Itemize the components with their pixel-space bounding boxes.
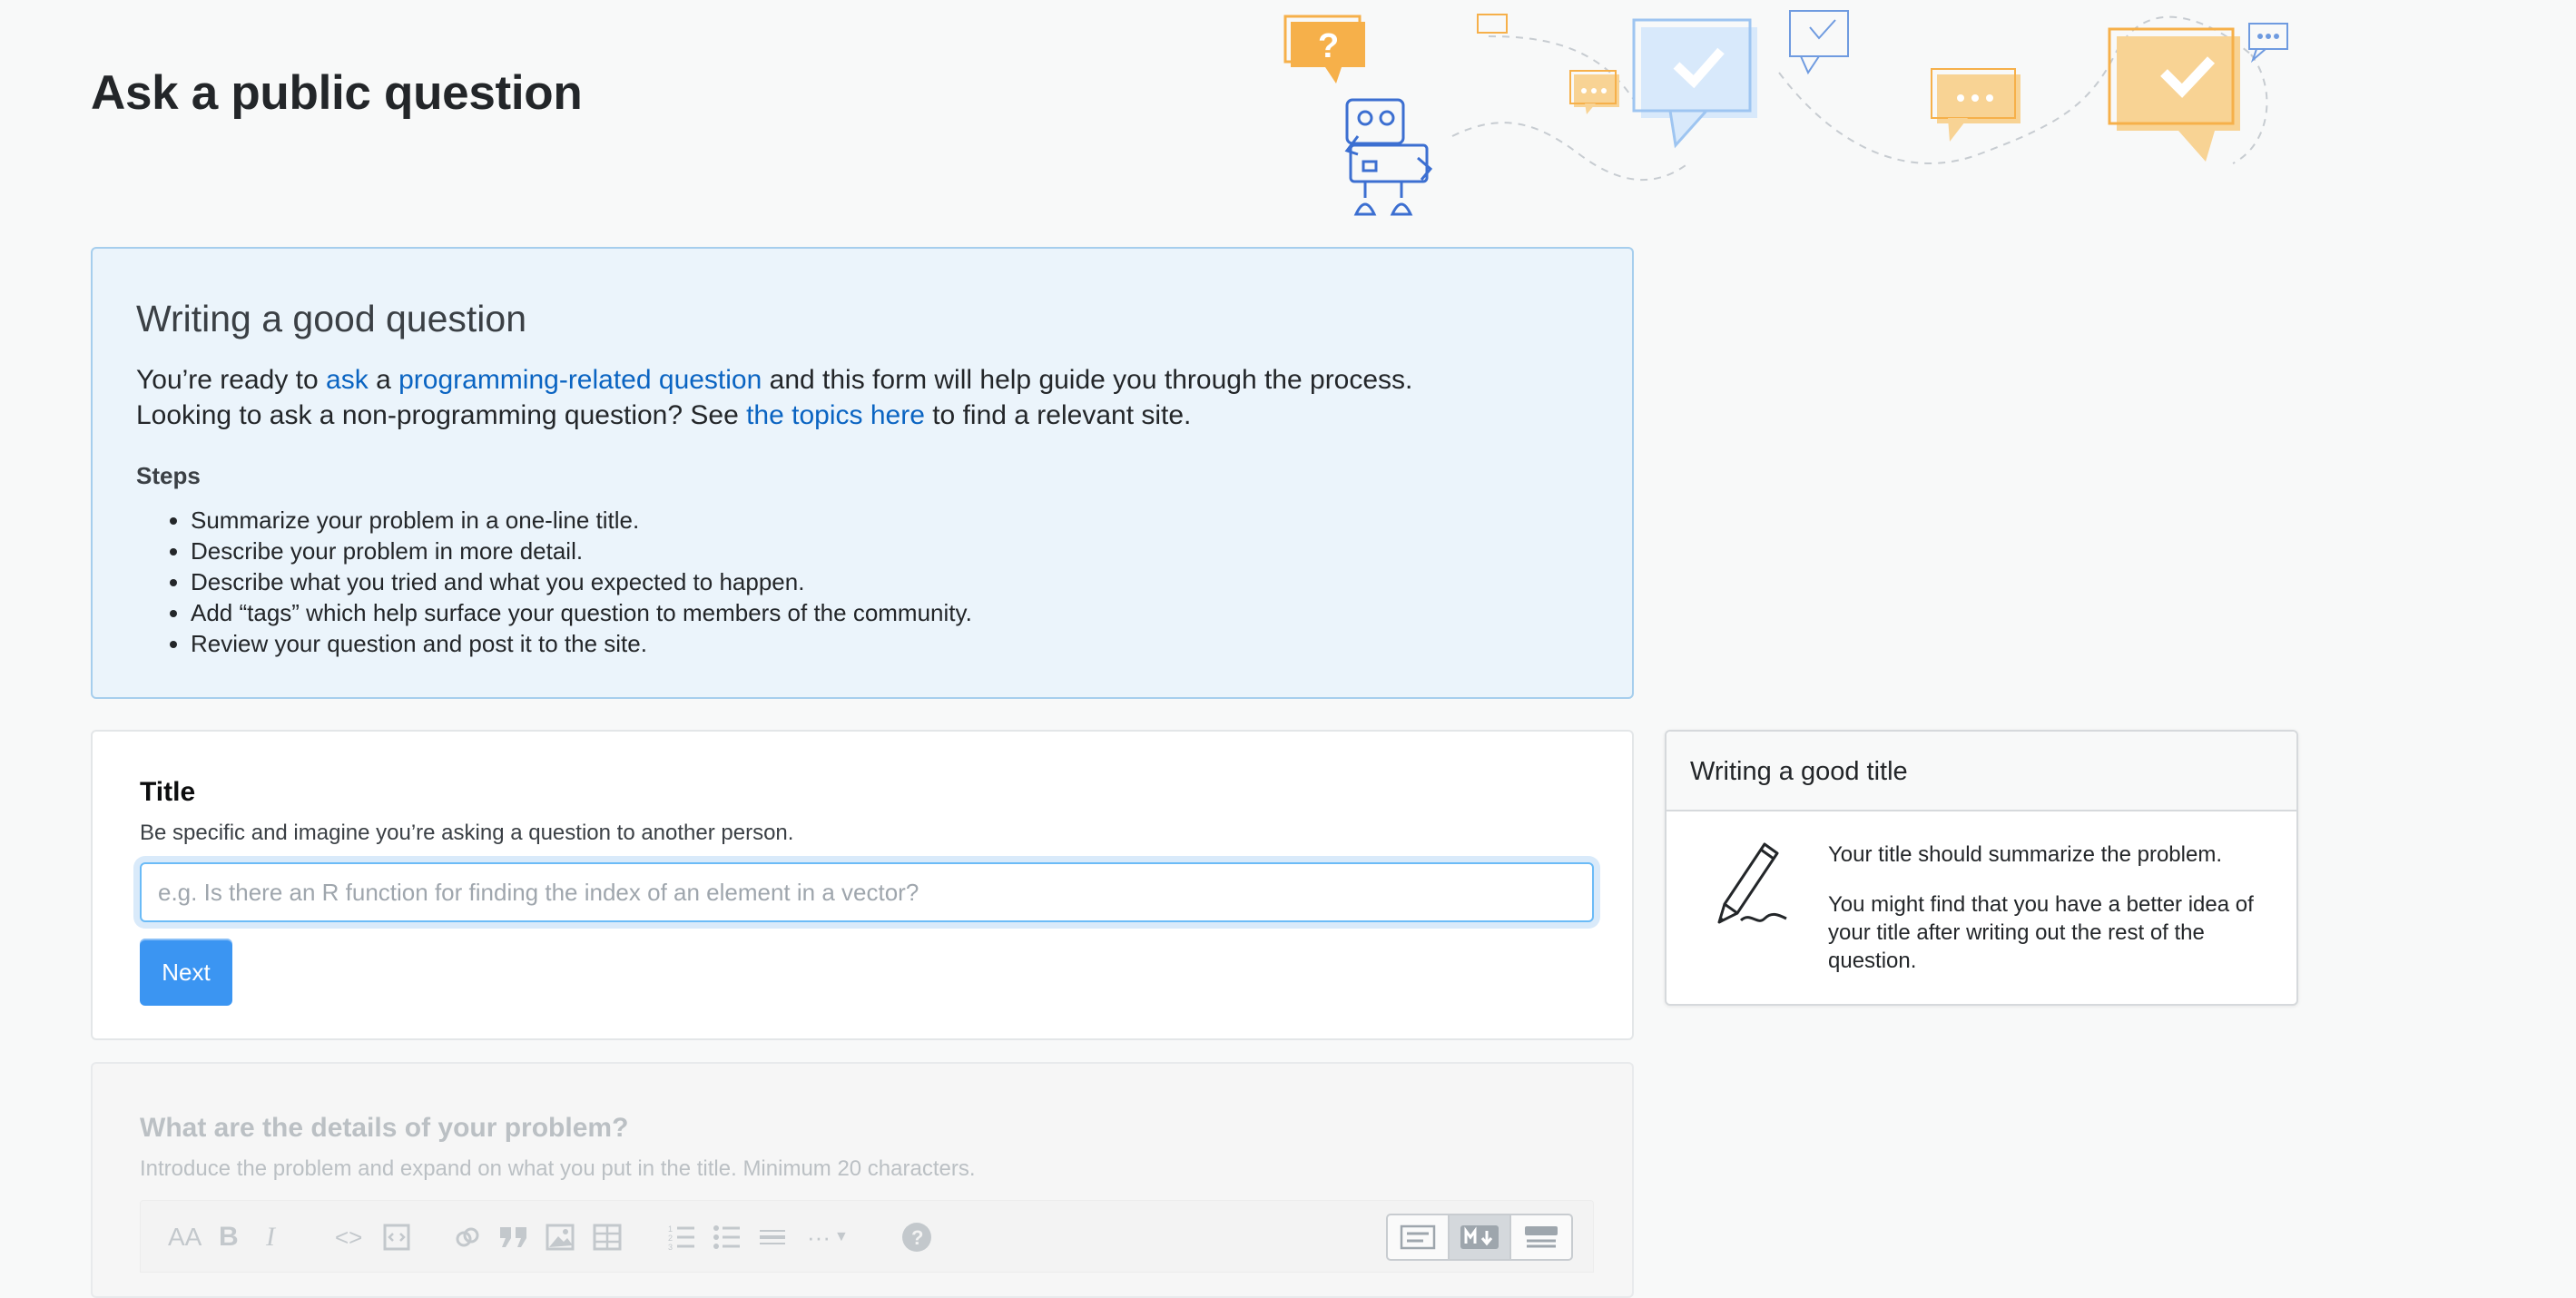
check-bubble-blue-icon — [1634, 20, 1757, 145]
unordered-list-icon[interactable] — [713, 1221, 742, 1254]
tip-body — [1667, 811, 2296, 1004]
help-icon[interactable] — [901, 1221, 932, 1254]
check-bubble-orange-icon — [2109, 29, 2240, 162]
page-title: Ask a public question — [91, 66, 583, 120]
chevron-down-icon: ▼ — [833, 1229, 849, 1244]
intro-text: Looking to ask a non-programming question? See — [136, 400, 747, 430]
robot-speech-bubbles-illustration — [1271, 0, 2306, 227]
programming-related-question-link[interactable]: programming-related question — [398, 365, 762, 395]
svg-text:2: 2 — [668, 1234, 673, 1243]
editor-mode-switcher — [1386, 1214, 1573, 1261]
details-section — [91, 1062, 1634, 1298]
title-description: Be specific and imagine you’re asking a question to another person. — [140, 821, 794, 845]
svg-text:?: ? — [911, 1226, 924, 1249]
step-item: • Add “tags” which help surface your question to members of the community. — [191, 597, 1588, 628]
step-item: • Describe your problem in more detail. — [191, 536, 1588, 566]
title-section — [91, 730, 1634, 1040]
check-bubble-outline-icon — [1790, 11, 1848, 73]
tip-text — [1828, 841, 2264, 997]
topics-here-link[interactable]: the topics here — [746, 400, 925, 430]
notice-intro-line-2 — [136, 398, 1588, 433]
blockquote-icon[interactable] — [498, 1221, 529, 1254]
chat-bubble-small-icon — [1570, 71, 1619, 114]
svg-text:1: 1 — [668, 1224, 673, 1234]
svg-text:?: ? — [1318, 27, 1340, 65]
more-options-icon[interactable] — [807, 1221, 849, 1254]
heading-icon[interactable]: AA — [168, 1223, 202, 1251]
intro-text: You’re ready to — [136, 365, 327, 395]
ordered-list-icon[interactable] — [667, 1221, 696, 1254]
rich-text-mode-button[interactable] — [1388, 1215, 1450, 1259]
next-button[interactable]: Next — [140, 939, 232, 1006]
steps-label: Steps — [136, 462, 201, 489]
image-icon[interactable] — [546, 1221, 575, 1254]
tip-paragraph: Your title should summarize the problem. — [1828, 842, 2222, 867]
details-description: Introduce the problem and expand on what you put in the title. Minimum 20 characters. — [140, 1156, 976, 1181]
bold-icon[interactable]: B — [219, 1222, 239, 1252]
writing-good-question-notice — [91, 247, 1634, 699]
code-icon[interactable]: <> — [335, 1223, 363, 1251]
step-item: • Review your question and post it to the site. — [191, 628, 1588, 659]
intro-text: to find a relevant site. — [924, 400, 1192, 430]
title-input[interactable] — [140, 862, 1594, 922]
code-block-icon[interactable] — [382, 1221, 411, 1254]
intro-text: and this form will help guide you through the process. — [762, 365, 1413, 395]
ask-link[interactable]: ask — [326, 365, 369, 395]
details-label: What are the details of your problem? — [140, 1113, 629, 1143]
robot-icon — [1347, 100, 1431, 214]
intro-text: a — [368, 365, 399, 395]
notice-intro-line-1 — [136, 362, 1588, 398]
tip-paragraph: You might find that you have a better idea of your title after writing out the rest of the question. — [1828, 892, 2254, 973]
link-icon[interactable] — [453, 1221, 482, 1254]
chat-bubble-orange-icon — [1932, 69, 2020, 142]
steps-list — [136, 505, 1588, 659]
editor-toolbar — [140, 1200, 1594, 1273]
italic-icon[interactable]: I — [266, 1222, 275, 1252]
svg-text:3: 3 — [668, 1243, 673, 1251]
tip-heading: Writing a good title — [1667, 732, 2296, 811]
pencil-icon — [1710, 839, 1792, 929]
title-label: Title — [140, 777, 196, 807]
question-bubble-icon — [1285, 16, 1365, 84]
notice-heading: Writing a good question — [136, 298, 527, 339]
table-icon[interactable] — [593, 1221, 622, 1254]
markdown-mode-button[interactable] — [1450, 1215, 1511, 1259]
horizontal-rule-icon[interactable] — [758, 1221, 787, 1254]
preview-mode-button[interactable] — [1511, 1215, 1571, 1259]
more-options-label: ··· — [807, 1223, 831, 1251]
step-item: • Describe what you tried and what you expected to happen. — [191, 566, 1588, 597]
step-item: • Summarize your problem in a one-line title. — [191, 505, 1588, 536]
writing-good-title-tip — [1665, 730, 2298, 1006]
